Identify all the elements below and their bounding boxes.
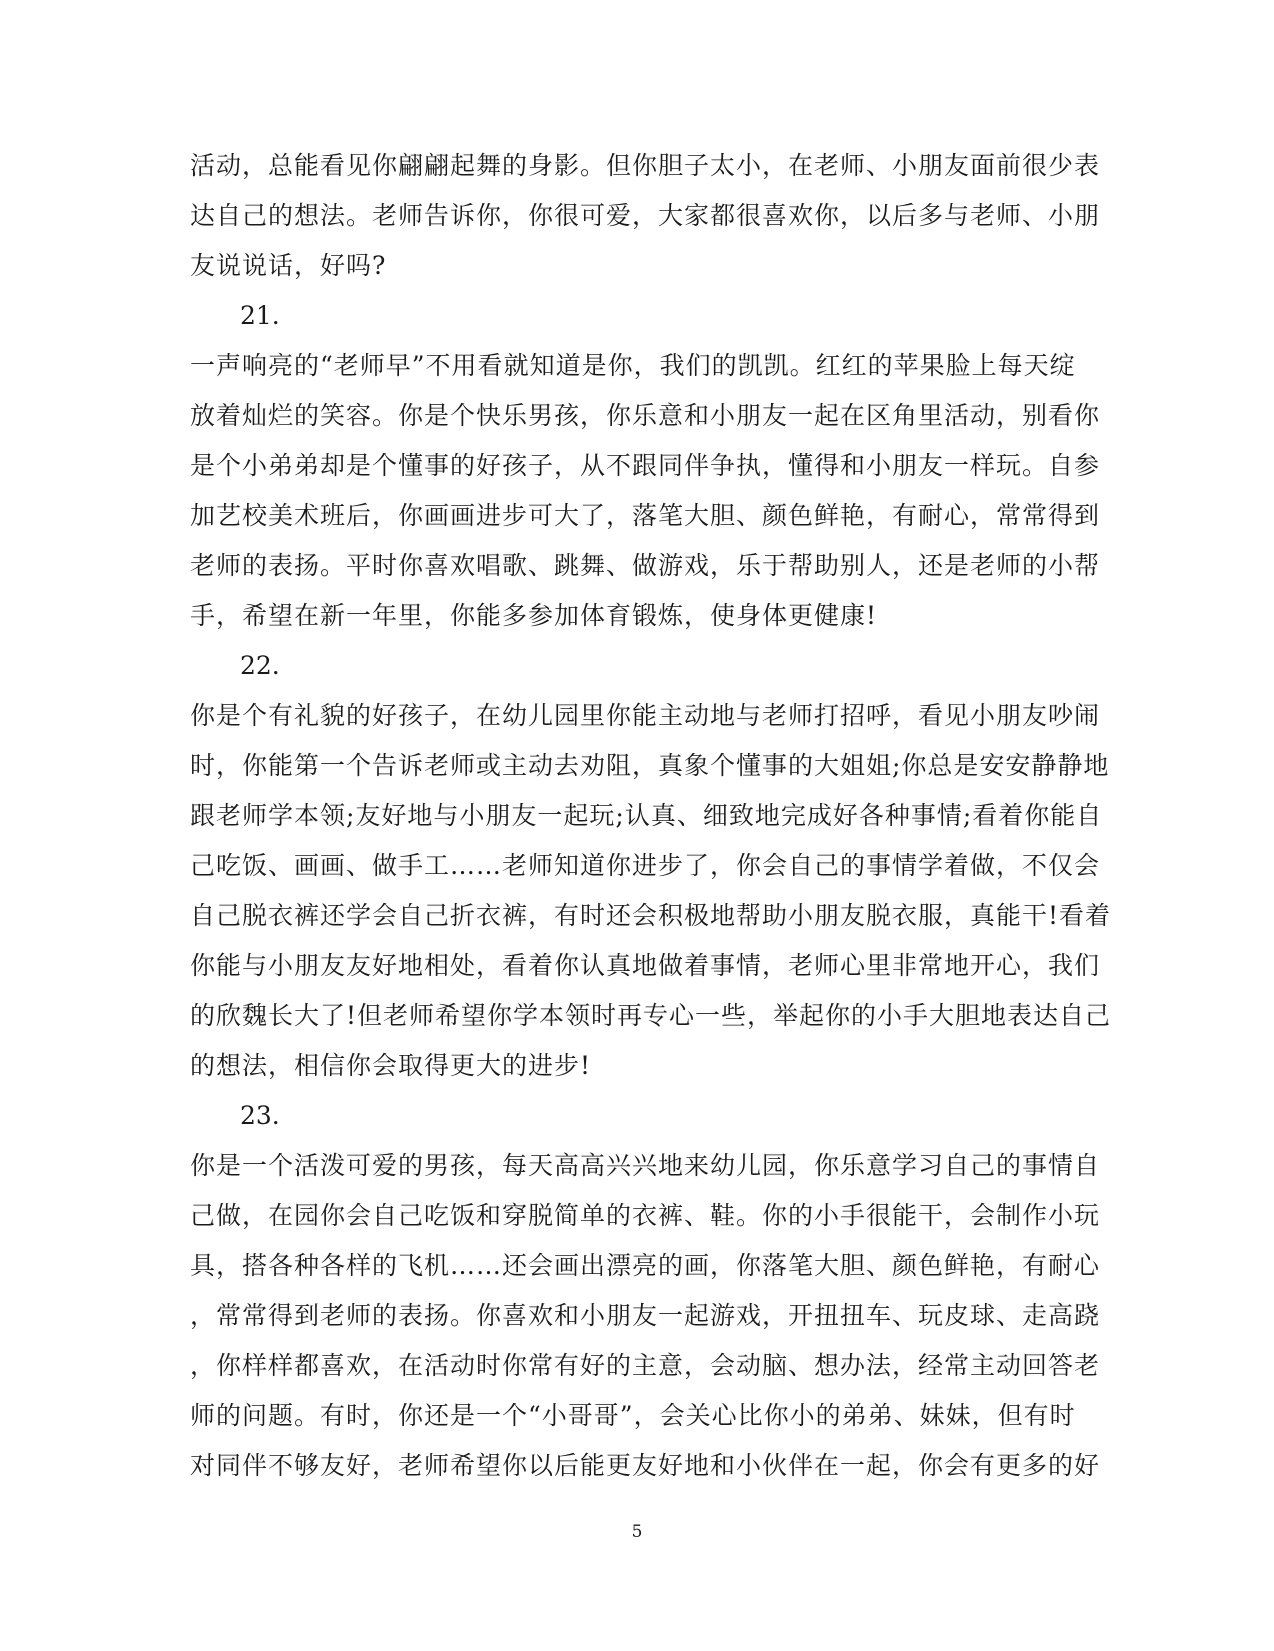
paragraph-line: 跟老师学本领;友好地与小朋友一起玩;认真、细致地完成好各种事情;看着你能自	[190, 801, 1103, 830]
paragraph-line: 的想法，相信你会取得更大的进步!	[190, 1051, 592, 1080]
paragraph-line: 你是个有礼貌的好孩子，在幼儿园里你能主动地与老师打招呼，看见小朋友吵闹	[190, 701, 1101, 730]
paragraph-line: 师的问题。有时，你还是一个“小哥哥”，会关心比你小的弟弟、妹妹，但有时	[190, 1401, 1076, 1430]
paragraph-line: 达自己的想法。老师告诉你，你很可爱，大家都很喜欢你，以后多与老师、小朋	[190, 201, 1101, 230]
paragraph-line: 加艺校美术班后，你画画进步可大了，落笔大胆、颜色鲜艳，有耐心，常常得到	[190, 501, 1101, 530]
paragraph-line: ，常常得到老师的表扬。你喜欢和小朋友一起游戏，开扭扭车、玩皮球、走高跷	[190, 1301, 1101, 1330]
item-number: 21.	[240, 301, 280, 330]
item-number: 23.	[240, 1101, 280, 1130]
page-number: 5	[631, 1522, 643, 1542]
paragraph-line: 你能与小朋友友好地相处，看着你认真地做着事情，老师心里非常地开心，我们	[190, 951, 1101, 980]
paragraph-line: 时，你能第一个告诉老师或主动去劝阻，真象个懂事的大姐姐;你总是安安静静地	[190, 751, 1110, 780]
item-number: 22.	[240, 651, 280, 680]
paragraph-line: 具，搭各种各样的飞机……还会画出漂亮的画，你落笔大胆、颜色鲜艳，有耐心	[190, 1251, 1101, 1280]
paragraph-line: 是个小弟弟却是个懂事的好孩子，从不跟同伴争执，懂得和小朋友一样玩。自参	[190, 451, 1101, 480]
paragraph-line: 放着灿烂的笑容。你是个快乐男孩，你乐意和小朋友一起在区角里活动，别看你	[190, 401, 1101, 430]
paragraph-line: 自己脱衣裤还学会自己折衣裤，有时还会积极地帮助小朋友脱衣服，真能干!看着	[190, 901, 1112, 930]
paragraph-line: 手，希望在新一年里，你能多参加体育锻炼，使身体更健康!	[190, 601, 878, 630]
paragraph-line: 己做，在园你会自己吃饭和穿脱简单的衣裤、鞋。你的小手很能干，会制作小玩	[190, 1201, 1101, 1230]
paragraph-line: 一声响亮的“老师早”不用看就知道是你，我们的凯凯。红红的苹果脸上每天绽	[190, 351, 1076, 380]
paragraph-line: 活动，总能看见你翩翩起舞的身影。但你胆子太小，在老师、小朋友面前很少表	[190, 151, 1101, 180]
paragraph-line: ，你样样都喜欢，在活动时你常有好的主意，会动脑、想办法，经常主动回答老	[190, 1351, 1101, 1380]
paragraph-line: 你是一个活泼可爱的男孩，每天高高兴兴地来幼儿园，你乐意学习自己的事情自	[190, 1151, 1101, 1180]
paragraph-line: 友说说话，好吗?	[190, 251, 387, 280]
paragraph-line: 对同伴不够友好，老师希望你以后能更友好地和小伙伴在一起，你会有更多的好	[190, 1451, 1101, 1480]
paragraph-line: 的欣魏长大了!但老师希望你学本领时再专心一些，举起你的小手大胆地表达自己	[190, 1001, 1112, 1030]
paragraph-line: 老师的表扬。平时你喜欢唱歌、跳舞、做游戏，乐于帮助别人，还是老师的小帮	[190, 551, 1101, 580]
paragraph-line: 己吃饭、画画、做手工……老师知道你进步了，你会自己的事情学着做，不仅会	[190, 851, 1101, 880]
